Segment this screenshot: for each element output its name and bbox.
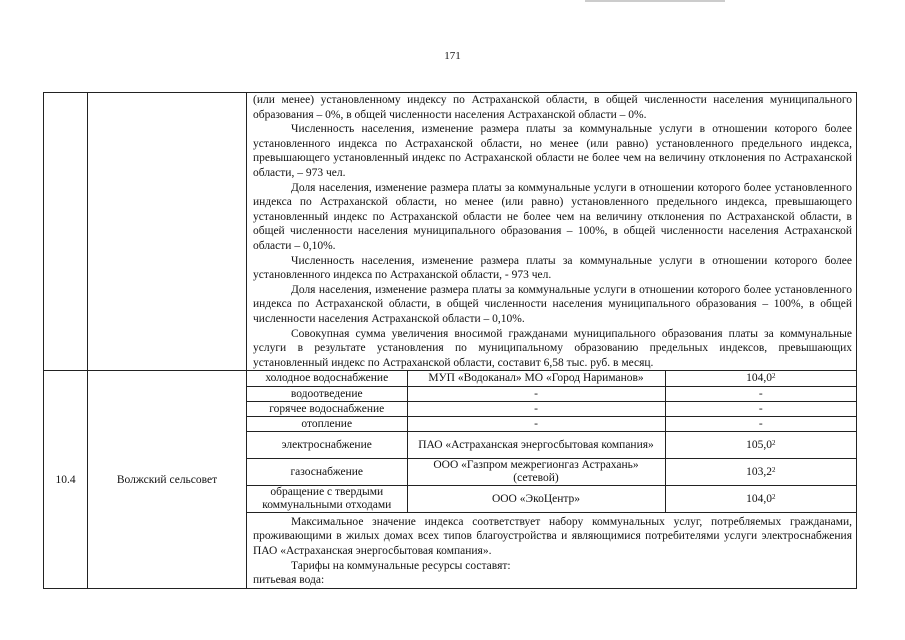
- service-row: [247, 386, 856, 401]
- paragraph: Доля населения, изменение размера платы за коммунальные услуги в отношении которого более установленного индекса по Астраханской области, но менее (или равно) установленного предельного индекса, превышающего установленный индекс по Астраханской области не более чем на величину отклонения по Астраханской области, в общей численности населения муниципального образования – 100%, в общей численности населения Астраханской области – 0,10%.: [253, 181, 852, 252]
- service-row: [247, 371, 856, 386]
- service-index: [665, 386, 856, 401]
- service-name: водоотведение: [247, 386, 407, 401]
- index-value: -: [758, 387, 763, 400]
- service-provider: ООО «ЭкоЦентр»: [407, 485, 665, 512]
- page-number: 171: [444, 50, 461, 62]
- empty-name-cell: [88, 93, 247, 371]
- index-value: 105,0: [746, 438, 772, 451]
- index-value: 104,0: [746, 372, 772, 385]
- service-name: холодное водоснабжение: [247, 371, 407, 386]
- service-name: обращение с твердыми коммунальными отходами: [247, 485, 407, 512]
- section-content-cell: [247, 371, 857, 588]
- paragraph: Совокупная сумма увеличения вносимой гражданами муниципального образования платы за коммунальные услуги в результате установления по муниципальному образованию предельных индексов, превышающих установленный индекс по Астраханской области, составит 6,58 тыс. руб. в месяц.: [253, 327, 852, 369]
- index-value: -: [758, 402, 763, 415]
- service-row: [247, 458, 856, 485]
- continuation-text-cell: [247, 93, 857, 371]
- scan-edge-mark: [585, 0, 725, 2]
- index-footnote: 2: [771, 438, 776, 447]
- service-row: [247, 401, 856, 416]
- service-provider: МУП «Водоканал» МО «Город Нариманов»: [407, 371, 665, 386]
- paragraph: Доля населения, изменение размера платы за коммунальные услуги в отношении которого более установленного индекса по Астраханской области, в общей численности населения муниципального образования – 100%, в общей численности населения Астраханской области – 0,10%.: [253, 283, 852, 325]
- index-footnote: 2: [771, 372, 776, 381]
- index-footnote: 2: [771, 465, 776, 474]
- service-row: [247, 431, 856, 458]
- services-table: [247, 371, 856, 513]
- service-index: [665, 371, 856, 386]
- service-index: [665, 458, 856, 485]
- paragraph: Численность населения, изменение размера платы за коммунальные услуги в отношении которого более установленного индекса по Астраханской области, - 973 чел.: [253, 254, 852, 282]
- empty-number-cell: [44, 93, 88, 371]
- index-value: 104,0: [746, 492, 772, 505]
- service-provider: ООО «Газпром межрегионгаз Астрахань» (сетевой): [407, 458, 665, 485]
- tariffs-item: питьевая вода:: [253, 574, 325, 587]
- index-table: [43, 92, 857, 589]
- service-name: отопление: [247, 416, 407, 431]
- index-value: 103,2: [746, 465, 772, 478]
- service-provider: -: [407, 386, 665, 401]
- service-provider: ПАО «Астраханская энергосбытовая компания»: [407, 431, 665, 458]
- service-index: [665, 401, 856, 416]
- service-row: [247, 416, 856, 431]
- service-index: [665, 431, 856, 458]
- paragraph: (или менее) установленному индексу по Астраханской области, в общей численности населения муниципального образования – 0%, в общей численности населения Астраханской области – 0%.: [253, 94, 852, 121]
- service-row: [247, 485, 856, 512]
- service-provider: -: [407, 401, 665, 416]
- service-name: газоснабжение: [247, 458, 407, 485]
- paragraph: Численность населения, изменение размера платы за коммунальные услуги в отношении которого более установленного индекса по Астраханской области, но менее (или равно) установленного предельного индекса, превышающего установленный индекс по Астраханской области не более чем на величину отклонения по Астраханской области, – 973 чел.: [253, 123, 852, 179]
- service-provider: -: [407, 416, 665, 431]
- section-number: 10.4: [44, 371, 88, 588]
- table-row-continuation: [44, 93, 857, 371]
- table-row-section: [44, 371, 857, 588]
- tariffs-intro: Тарифы на коммунальные ресурсы составят:: [291, 559, 511, 572]
- index-value: -: [758, 417, 763, 430]
- index-footnote: 2: [771, 492, 776, 501]
- service-name: горячее водоснабжение: [247, 401, 407, 416]
- note-paragraph: Максимальное значение индекса соответствует набору коммунальных услуг, потребляемых гражданами, проживающими в жилых домах всех типов благоустройства и являющимися потребителями услуги электроснабжения ПАО «Астраханская энергосбытовая компания».: [253, 515, 852, 557]
- service-name: электроснабжение: [247, 431, 407, 458]
- section-name: Волжский сельсовет: [88, 371, 247, 588]
- service-index: [665, 416, 856, 431]
- service-index: [665, 485, 856, 512]
